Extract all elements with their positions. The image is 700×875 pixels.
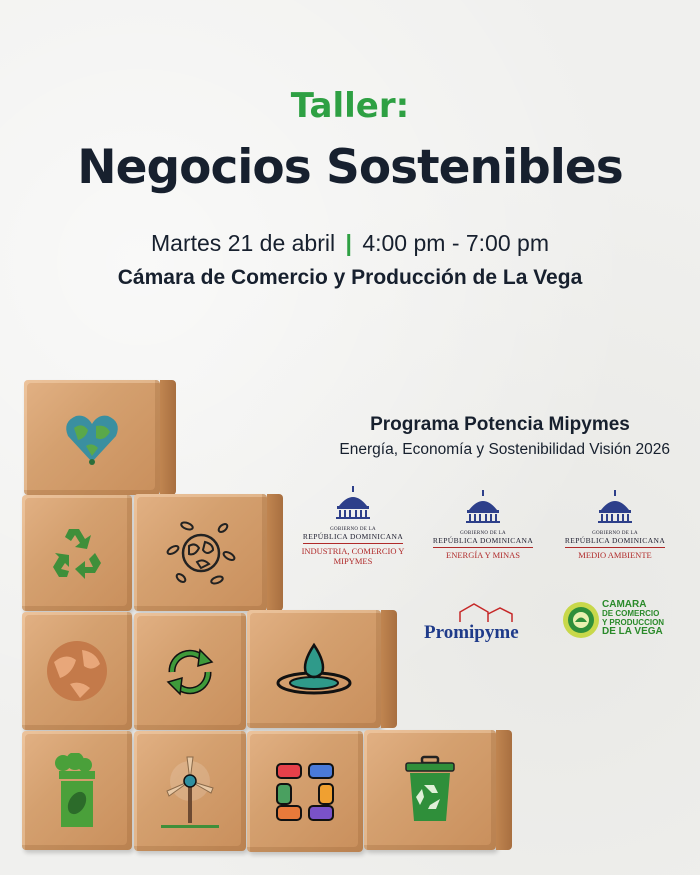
date-separator: |	[345, 230, 352, 256]
earth-heart-icon	[60, 406, 124, 470]
wood-cube	[134, 731, 246, 851]
dome-icon	[333, 486, 373, 520]
ministry-name: INDUSTRIA, COMERCIO Y MIPYMES	[301, 546, 405, 566]
gov-small-label: GOBIERNO DE LA	[330, 527, 376, 532]
event-time: 4:00 pm - 7:00 pm	[362, 230, 549, 256]
program-subtitle: Energía, Economía y Sostenibilidad Visión 2026	[339, 441, 670, 458]
globe-icon	[44, 638, 110, 704]
gov-small-label: GOBIERNO DE LA	[460, 531, 506, 536]
event-venue: Cámara de Comercio y Producción de La Vega	[117, 266, 583, 289]
factory-leaf-icon	[45, 753, 109, 829]
event-date: Martes 21 de abril	[151, 230, 336, 256]
event-datetime	[0, 230, 700, 257]
wood-cube	[24, 380, 160, 495]
logo-promipyme	[420, 600, 540, 644]
program-name: Programa Potencia Mipymes	[370, 414, 630, 435]
camara-line4: DE LA VEGA	[602, 626, 663, 637]
wood-cube	[364, 730, 496, 850]
wood-cube	[134, 494, 267, 611]
camara-seal-icon	[562, 601, 600, 639]
wind-turbine-icon	[155, 751, 225, 831]
ministry-name: MEDIO AMBIENTE	[578, 550, 652, 560]
refresh-arrows-icon	[160, 642, 220, 702]
divider	[565, 547, 665, 548]
wood-cube	[134, 613, 246, 730]
building-outline-icon	[420, 600, 540, 624]
gov-rd-label: REPÚBLICA DOMINICANA	[564, 536, 666, 545]
divider	[433, 547, 533, 548]
wood-cube	[247, 731, 363, 852]
dome-icon	[463, 490, 503, 524]
event-kicker: Taller:	[290, 86, 410, 126]
ministry-name: ENERGÍA Y MINAS	[446, 550, 520, 560]
wood-cube	[22, 495, 132, 611]
camara-line3: Y PRODUCCION	[602, 618, 665, 627]
gov-rd-label: REPÚBLICA DOMINICANA	[432, 536, 534, 545]
wood-cube	[247, 610, 381, 728]
logo-ministerio-energia	[423, 490, 543, 560]
wood-cube	[22, 612, 132, 730]
recycle-bin-icon	[400, 755, 460, 825]
dome-icon	[595, 490, 635, 524]
camara-line2: DE COMERCIO	[602, 609, 660, 618]
logo-ministerio-industria	[293, 486, 413, 566]
camara-text	[602, 600, 664, 636]
logo-camara-la-vega	[562, 598, 692, 644]
earth-leaves-icon	[161, 518, 241, 588]
recycle-icon	[45, 521, 109, 585]
promipyme-wordmark: Promipyme	[424, 622, 519, 643]
gov-rd-label: REPÚBLICA DOMINICANA	[302, 532, 404, 541]
wood-cube	[22, 731, 132, 850]
divider	[303, 543, 403, 544]
camara-line1: CAMARA	[602, 599, 647, 610]
event-title: Negocios Sostenibles	[77, 140, 623, 195]
hands-circle-icon	[269, 756, 341, 828]
water-drop-icon	[274, 639, 354, 699]
logo-ministerio-medio-ambiente	[555, 490, 675, 560]
gov-small-label: GOBIERNO DE LA	[592, 531, 638, 536]
